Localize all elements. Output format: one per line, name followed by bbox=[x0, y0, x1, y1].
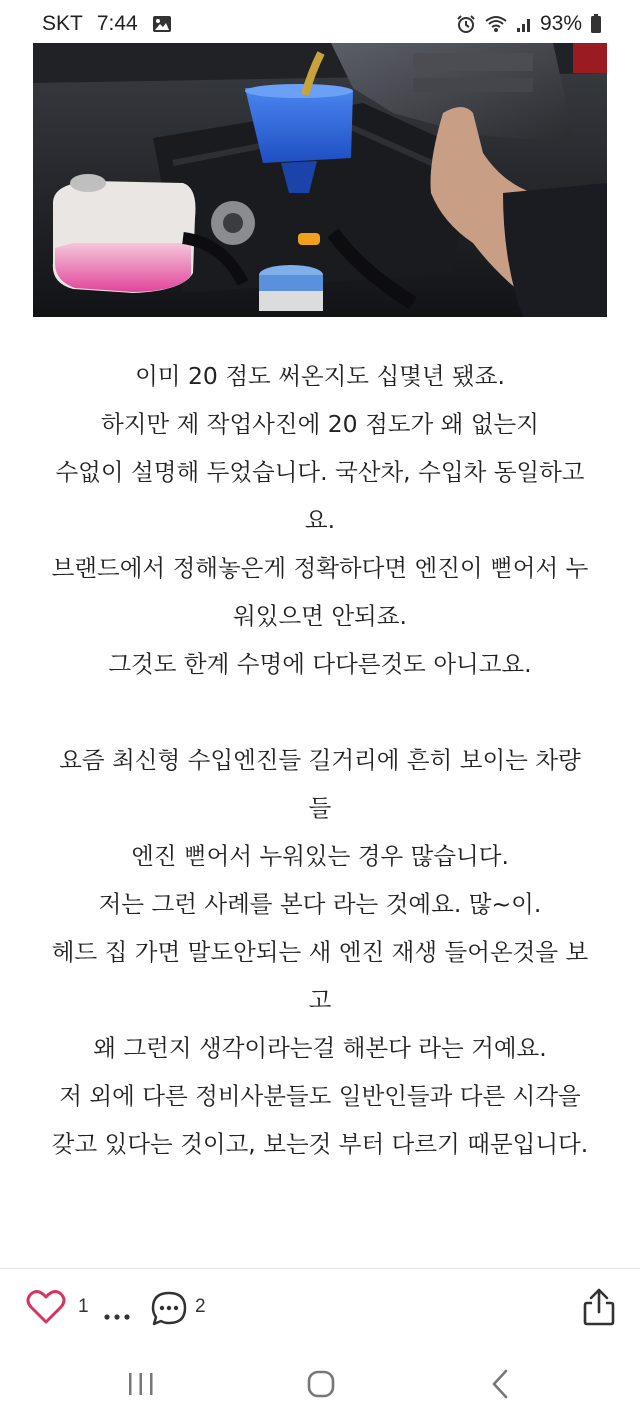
battery-icon bbox=[590, 14, 602, 34]
comment-count: 2 bbox=[195, 1296, 206, 1317]
article-line: 요즘 최신형 수입엔진들 길거리에 흔히 보이는 차량 bbox=[59, 746, 581, 774]
comment-icon[interactable] bbox=[150, 1290, 188, 1332]
article-line: 왜 그런지 생각이라는걸 해본다 라는 거예요. bbox=[93, 1034, 547, 1062]
wifi-icon bbox=[484, 14, 508, 34]
gallery-notification-icon bbox=[152, 15, 172, 33]
signal-icon bbox=[516, 15, 532, 33]
article-line: 고 bbox=[308, 986, 332, 1014]
article-line: 엔진 뻗어서 누워있는 경우 많습니다. bbox=[131, 842, 509, 870]
status-right bbox=[456, 12, 602, 36]
article-line: 브랜드에서 정해놓은게 정확하다면 엔진이 뻗어서 누 bbox=[51, 554, 589, 582]
like-count: 1 bbox=[78, 1296, 89, 1317]
article-body bbox=[20, 352, 620, 1168]
article-line: 요. bbox=[304, 506, 336, 534]
article-line: 그것도 한계 수명에 다다른것도 아니고요. bbox=[108, 650, 532, 678]
article-line: 헤드 집 가면 말도안되는 새 엔진 재생 들어온것을 보 bbox=[51, 938, 589, 966]
paragraph-break bbox=[20, 688, 620, 736]
back-icon[interactable] bbox=[489, 1368, 511, 1404]
car-engine-oil-photo bbox=[33, 43, 607, 317]
battery-percent: 93% bbox=[539, 12, 582, 35]
clock: 7:44 bbox=[96, 12, 138, 35]
heart-icon[interactable] bbox=[26, 1289, 66, 1329]
home-icon[interactable] bbox=[306, 1369, 336, 1403]
system-navigation-bar bbox=[0, 1348, 640, 1422]
article-line: 갖고 있다는 것이고, 보는것 부터 다르기 때문입니다. bbox=[51, 1130, 589, 1158]
more-dots-icon[interactable] bbox=[104, 1305, 132, 1324]
status-bar bbox=[0, 0, 640, 48]
article-hero-image bbox=[33, 43, 607, 317]
article-line: 하지만 제 작업사진에 20 점도가 왜 없는지 bbox=[101, 410, 539, 438]
article-line: 이미 20 점도 써온지도 십몇년 됐죠. bbox=[135, 362, 505, 390]
post-action-bar bbox=[0, 1268, 640, 1348]
carrier-label: SKT bbox=[42, 12, 83, 35]
status-left bbox=[42, 12, 172, 36]
article-line: 저 외에 다른 정비사분들도 일반인들과 다른 시각을 bbox=[59, 1082, 581, 1110]
share-icon[interactable] bbox=[582, 1287, 616, 1331]
article-line: 들 bbox=[308, 794, 332, 822]
alarm-icon bbox=[456, 14, 476, 34]
article-line: 워있으면 안되죠. bbox=[233, 602, 407, 630]
article-line: 수없이 설명해 두었습니다. 국산차, 수입차 동일하고 bbox=[55, 458, 585, 486]
article-line: 저는 그런 사례를 본다 라는 것예요. 많~이. bbox=[98, 890, 542, 918]
recent-apps-icon[interactable] bbox=[126, 1370, 156, 1402]
